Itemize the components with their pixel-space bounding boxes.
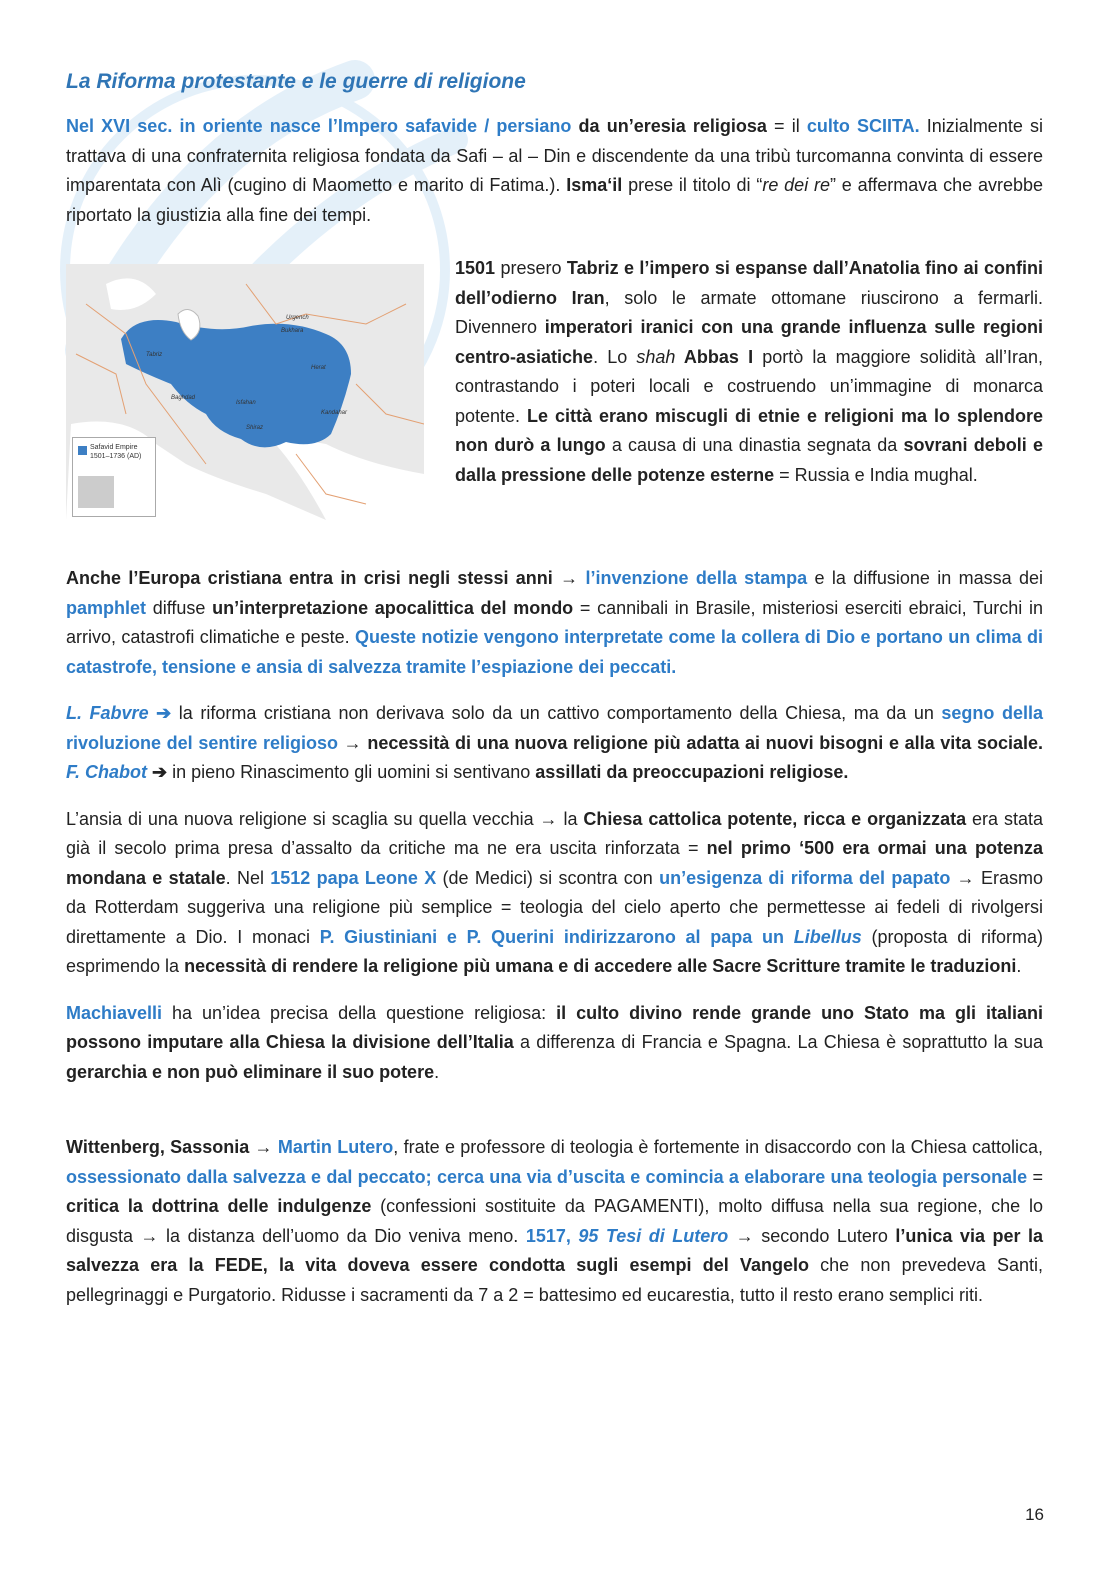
- p1-s7: prese il titolo di “: [622, 175, 763, 195]
- side-s13: = Russia e India mughal.: [774, 464, 978, 485]
- p6-s5: ossessionato dalla salvezza e dal peccato; cerca una via d’uscita e comincia a elaborare una teologia personale: [66, 1166, 1028, 1187]
- side-s4: , solo le armate ottomane riuscirono a fermarli. Divennero: [455, 287, 1043, 337]
- side-s7: shah: [636, 346, 676, 367]
- p5-s3: il culto divino rende grande uno Stato ma gli italiani possono imputare alla Chiesa la divisione dell’Italia: [66, 1002, 1043, 1052]
- p3-s9: in pieno Rinascimento gli uomini si sentivano: [172, 762, 536, 782]
- p4-s2: Chiesa cattolica potente, ricca e organizzata: [583, 808, 967, 829]
- p3-s10: assillati da preoccupazioni religiose.: [535, 762, 849, 782]
- p1-s8: re dei re: [762, 175, 830, 195]
- p2-s6: diffuse: [146, 597, 213, 618]
- side-s1: 1501: [455, 258, 496, 278]
- p4-s9: → Erasmo da Rotterdam suggeriva una religione più semplice = teologia del cielo aperto che permettesse ai fedeli di rivolgersi direttamente a Dio. I monaci: [66, 867, 1043, 947]
- p6-s7: critica la dottrina delle indulgenze: [66, 1196, 372, 1216]
- p1-s2: da un’eresia religiosa: [571, 116, 767, 136]
- p1-s1: Nel XVI sec. in oriente nasce l’Impero safavide / persiano: [66, 116, 572, 136]
- p3-s7: F. Chabot: [66, 762, 147, 782]
- legend-swatch: [78, 446, 87, 455]
- p3-s4: segno della rivoluzione del sentire religioso: [66, 703, 1043, 753]
- p4-s13: necessità di rendere la religione più umana e di accedere alle Sacre Scritture tramite le traduzioni: [184, 956, 1017, 976]
- legend-years: 1501–1736 (AD): [90, 453, 142, 460]
- p3-arrow2: →: [338, 732, 368, 753]
- p4-s5: . Nel: [225, 867, 271, 888]
- p2-s9: Queste notizie vengono interpretate come la collera di Dio e portano un clima di catastrofe, tensione e ansia di salvezza tramite l’espiazione dei peccati.: [66, 627, 1043, 677]
- p3-arrow3: ➔: [147, 762, 173, 782]
- p6-s12: l’unica via per la salvezza era la FEDE, la vita doveva essere condotta sugli esempi del Vangelo: [66, 1225, 1043, 1275]
- p4-s8: un’esigenza di riforma del papato: [659, 867, 951, 888]
- side-s9: portò la maggiore solidità all’Iran, contrastando i poteri locali e costruendo un’immagine di monarca potente.: [455, 346, 1043, 426]
- svg-text:Herat: Herat: [311, 365, 326, 371]
- side-s8: Abbas I: [675, 346, 754, 367]
- svg-text:Bukhara: Bukhara: [281, 328, 304, 334]
- p6-s4: , frate e professore di teologia è fortemente in disaccordo con la Chiesa cattolica,: [393, 1137, 1044, 1157]
- side-s10: Le città erano miscugli di etnie e religioni ma lo splendore non durò a lungo: [455, 405, 1043, 455]
- p4-s7: (de Medici) si scontra con: [436, 867, 660, 888]
- paragraph-safavid: [66, 112, 1043, 230]
- side-s12: sovrani deboli e dalla pressione delle potenze esterne: [455, 435, 1043, 485]
- p2-s1: Anche l’Europa cristiana entra in crisi negli stessi anni: [66, 568, 553, 588]
- svg-text:Urgench: Urgench: [286, 315, 309, 321]
- page-number: 16: [1025, 1505, 1044, 1524]
- p2-s3: l’invenzione della stampa: [585, 568, 808, 588]
- p6-s10: 95 Tesi di Lutero: [578, 1225, 729, 1246]
- p1-s3: = il: [766, 116, 807, 136]
- locator-map: [78, 476, 114, 508]
- p2-s4: e la diffusione in massa dei: [807, 568, 1043, 588]
- svg-text:Kandahar: Kandahar: [321, 410, 348, 416]
- p6-s6: =: [1027, 1166, 1043, 1187]
- side-s3: Tabriz e l’impero si espanse dall’Anatolia fino ai confini dell’odierno Iran: [455, 258, 1043, 308]
- p4-s11: Libellus: [793, 926, 862, 947]
- p4-s12: (proposta di riforma) esprimendo la: [66, 926, 1044, 976]
- side-s2: presero: [495, 258, 567, 278]
- side-s11: a causa di una dinastia segnata da: [605, 435, 904, 455]
- p3-arrow1: ➔: [148, 703, 179, 723]
- p6-s8: (confessioni sostituite da PAGAMENTI), molto diffusa nella sua regione, che lo disgusta → la distanza dell’uomo da Dio veniva meno.: [66, 1196, 1044, 1246]
- map-caption-text: [455, 254, 1043, 520]
- p1-s4: culto SCIITA.: [806, 116, 920, 136]
- p3-s1: L. Fabvre: [66, 703, 149, 723]
- p5-s4: a differenza di Francia e Spagna. La Chiesa è soprattutto la sua: [513, 1032, 1043, 1052]
- p6-arrow1: →: [249, 1137, 278, 1157]
- p4-s6: 1512 papa Leone X: [270, 867, 437, 888]
- p6-s11: → secondo Lutero: [728, 1225, 896, 1246]
- svg-text:Isfahan: Isfahan: [236, 400, 256, 406]
- p2-s7: un’interpretazione apocalittica del mondo: [212, 597, 574, 618]
- side-s5: imperatori iranici con una grande influenza sulle regioni centro-asiatiche: [455, 317, 1043, 367]
- p2-s8: = cannibali in Brasile, misteriosi eserciti ebraici, Turchi in arrivo, catastrofi climatiche e peste.: [66, 597, 1043, 647]
- p5-s6: .: [434, 1061, 440, 1082]
- p2-s5: pamphlet: [66, 597, 147, 618]
- p4-s4: nel primo ‘500 era ormai una potenza mondana e statale: [66, 838, 1043, 888]
- p4-s1: L’ansia di una nuova religione si scaglia su quella vecchia → la: [66, 808, 584, 829]
- svg-text:Tabriz: Tabriz: [146, 352, 163, 358]
- paragraph-lutero: [66, 1133, 1043, 1310]
- page-title: La Riforma protestante e le guerre di religione: [66, 70, 526, 93]
- p3-s3: la riforma cristiana non derivava solo da un cattivo comportamento della Chiesa, ma da un: [178, 703, 942, 723]
- p6-s1: Wittenberg, Sassonia: [66, 1137, 250, 1157]
- paragraph-1501: [455, 254, 1043, 490]
- p5-s5: gerarchia e non può eliminare il suo potere: [66, 1061, 435, 1082]
- map-section: [66, 254, 1043, 520]
- p1-s5: Inizialmente si trattava di una confraternita religiosa fondata da Safi – al – Din e discendente da una tribù turcomanna convinta di essere imparentata con Alì (cugino di Maometto e marito di Fatima.).: [66, 116, 1043, 195]
- paragraph-machiavelli: [66, 999, 1043, 1088]
- svg-text:Baghdad: Baghdad: [171, 395, 196, 401]
- page: [66, 60, 1043, 1327]
- p5-s2: ha un’idea precisa della questione religiosa:: [162, 1002, 557, 1023]
- p1-s6: Isma‘il: [566, 175, 623, 195]
- p4-s10: P. Giustiniani e P. Querini indirizzarono al papa un: [319, 926, 794, 947]
- p5-s1: Machiavelli: [66, 1002, 163, 1023]
- p4-s14: .: [1016, 956, 1022, 976]
- paragraph-europe-crisis: [66, 564, 1043, 682]
- side-s6: . Lo: [593, 346, 637, 367]
- map-legend: [72, 437, 156, 517]
- paragraph-fabvre: [66, 699, 1043, 788]
- paragraph-church: [66, 805, 1043, 982]
- legend-title: Safavid Empire: [90, 444, 138, 451]
- p4-s3: era stata già il secolo prima presa d’assalto da critiche ma ne era uscita rinforzata =: [66, 808, 1043, 858]
- p6-s9: 1517,: [525, 1225, 579, 1246]
- svg-text:Shiraz: Shiraz: [246, 425, 264, 431]
- p6-s3: Martin Lutero: [277, 1137, 394, 1157]
- p2-arrow: →: [552, 568, 586, 588]
- p6-s13: che non prevedeva Santi, pellegrinaggi e Purgatorio. Ridusse i sacramenti da 7 a 2 = battesimo ed eucarestia, tutto il resto erano semplici riti.: [66, 1255, 1043, 1305]
- p3-s6: necessità di una nuova religione più adatta ai nuovi bisogni e alla vita sociale.: [367, 732, 1044, 753]
- p1-s9: ” e affermava che avrebbe riportato la giustizia alla fine dei tempi.: [66, 175, 1043, 225]
- safavid-map: [66, 264, 424, 520]
